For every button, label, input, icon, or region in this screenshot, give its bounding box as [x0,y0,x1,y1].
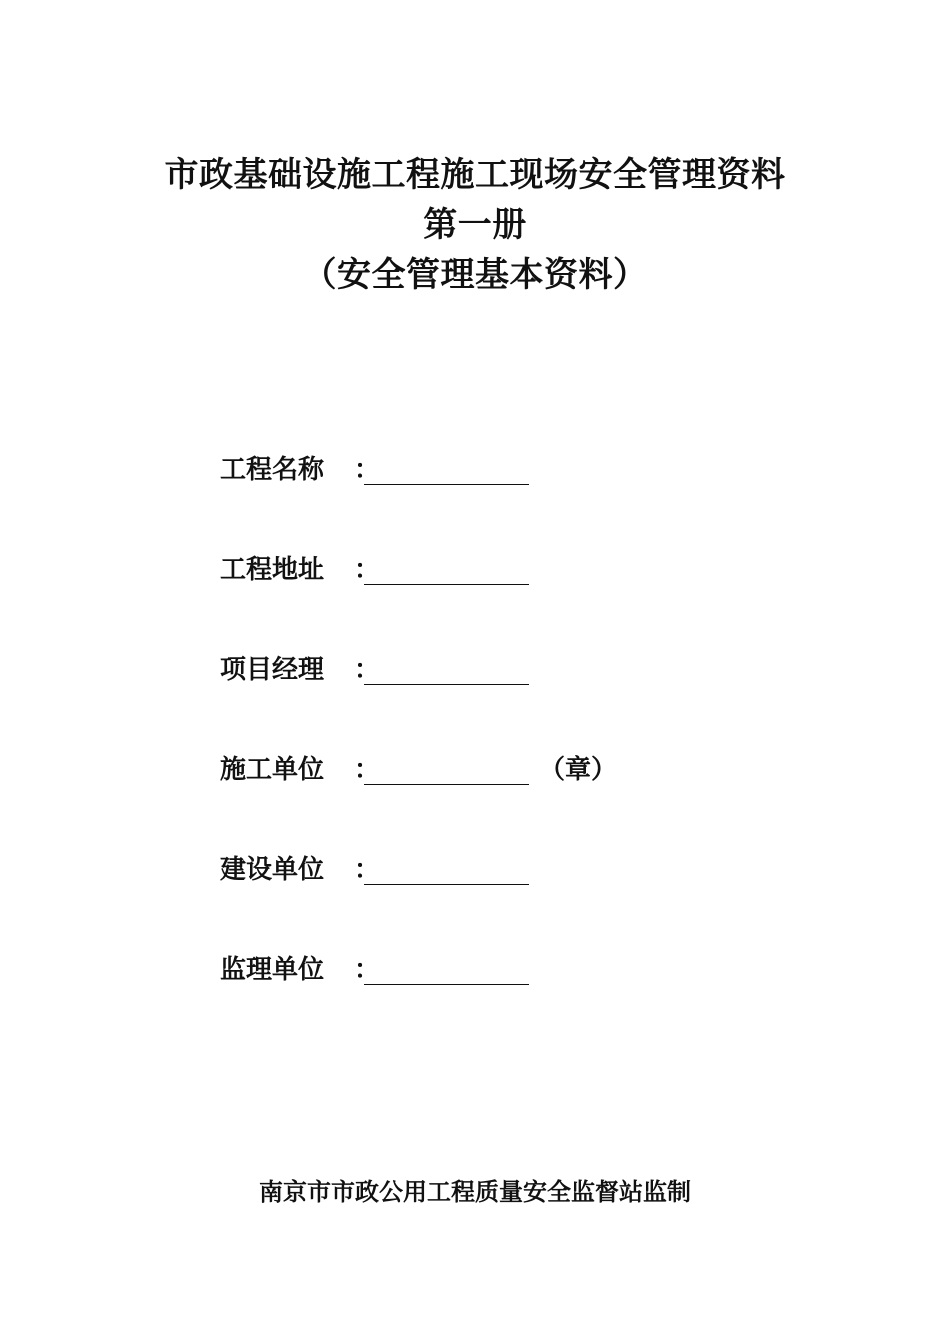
document-title-block [0,150,950,300]
field-project-name [220,448,780,548]
field-construction-unit [220,748,780,848]
field-colon: ： [354,455,381,485]
field-label: 工程名称 [220,455,325,485]
field-colon: ： [354,555,381,585]
field-project-manager [220,648,780,748]
field-colon: ： [354,755,381,785]
field-label: 监理单位 [220,955,325,985]
project-address-blank[interactable] [364,548,529,585]
field-label: 工程地址 [220,555,325,585]
field-developer-unit [220,848,780,948]
developer-unit-blank[interactable] [364,848,529,885]
field-colon: ： [354,855,381,885]
volume-number: 第一册 [423,205,527,245]
document-title: 市政基础设施工程施工现场安全管理资料 [164,155,786,195]
seal-note: （章） [539,755,618,785]
form-fields [220,448,780,1048]
field-colon: ： [354,655,381,685]
volume-subtitle: （安全管理基本资料） [302,255,648,295]
field-supervision-unit [220,948,780,1048]
field-colon: ： [354,955,381,985]
construction-unit-blank[interactable] [364,748,529,785]
supervision-unit-blank[interactable] [364,948,529,985]
field-label: 项目经理 [220,655,325,685]
project-manager-blank[interactable] [364,648,529,685]
issuer-footer: 南京市市政公用工程质量安全监督站监制 [259,1177,691,1206]
field-label: 施工单位 [220,755,325,785]
field-project-address [220,548,780,648]
field-label: 建设单位 [220,855,325,885]
project-name-blank[interactable] [364,448,529,485]
